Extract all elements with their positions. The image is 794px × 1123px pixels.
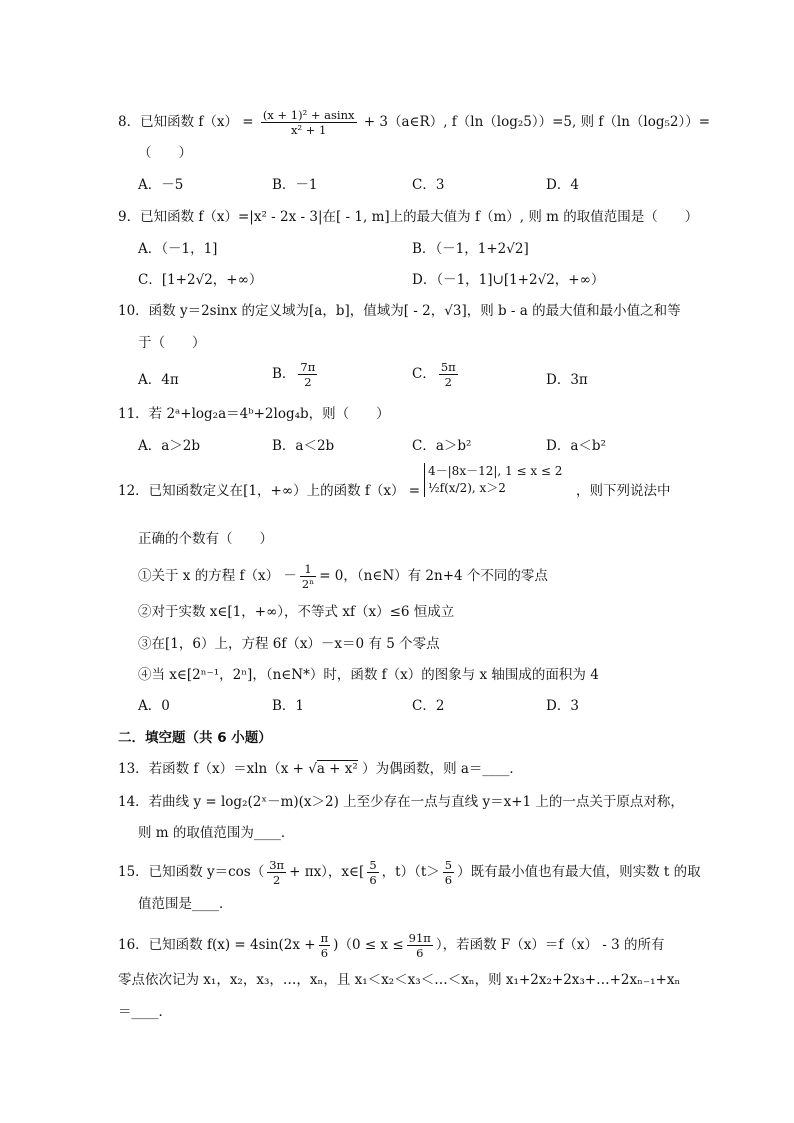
- q15-frac1-num: 3π: [269, 858, 285, 872]
- q12-s1-num: 1: [300, 562, 316, 577]
- q12-statement-2: ②对于实数 x∈[1，+∞），不等式 xf（x）≤6 恒成立: [138, 604, 455, 620]
- q15-frac1: [267, 858, 286, 887]
- q10-option-c: [412, 360, 461, 389]
- q15-mid: + πx），x∈[: [289, 864, 365, 880]
- q12-option-a: A．0: [138, 698, 170, 714]
- q8-option-b: B．－1: [272, 177, 318, 193]
- q15-line2: 值范围是____．: [138, 896, 233, 912]
- q10-option-b-num: 7π: [300, 360, 316, 374]
- q9-option-c: C．[1+2√2，+∞）: [138, 272, 263, 288]
- q12-option-d: D．3: [546, 698, 579, 714]
- q16-frac2: [407, 931, 433, 960]
- q10-option-c-den: 2: [444, 375, 452, 389]
- q13-sqrt: √a + x²: [308, 761, 358, 777]
- q12-suffix: ，则下列说法中: [576, 483, 671, 499]
- q16-frac2-num: 91π: [408, 931, 431, 945]
- q12-piece1: 4－|8x－12|, 1 ≤ x ≤ 2: [428, 464, 563, 478]
- q12-statement-1: [138, 562, 548, 591]
- q12-s1-prefix: ①关于 x 的方程 f（x） －: [138, 568, 297, 584]
- q12-s1-den: 2ⁿ: [301, 577, 315, 591]
- q10-option-c-label: C．: [412, 366, 436, 382]
- q12-statement-4: ④当 x∈[2ⁿ⁻¹，2ⁿ]，（n∈N*）时，函数 f（x）的图象与 x 轴围成的面积为 4: [138, 667, 599, 683]
- q11-option-c: C．a＞b²: [412, 438, 472, 454]
- q10-option-c-num: 5π: [440, 360, 456, 374]
- q10-option-b: [272, 360, 320, 389]
- q11-text: 11．若 2ᵃ+log₂a＝4ᵇ+2log₄b，则（ ）: [118, 406, 390, 422]
- q11-option-a: A．a＞2b: [138, 438, 201, 454]
- q8-paren: （ ）: [138, 145, 192, 161]
- q14-line2: 则 m 的取值范围为____．: [138, 825, 295, 841]
- q15-frac2-den: 6: [369, 873, 377, 887]
- q8-option-c: C．3: [412, 177, 445, 193]
- q10-option-b-frac: [298, 360, 317, 389]
- q15-mid2: ，t）（t＞: [381, 864, 440, 880]
- q16-frac1-num: π: [320, 931, 329, 945]
- q12-piecewise: [424, 463, 562, 497]
- q9-option-d: D．（－1，1]∪[1+2√2，+∞）: [412, 272, 605, 288]
- q15-suffix: ）既有最小值也有最大值，则实数 t 的取: [457, 864, 701, 880]
- q15-frac3-den: 6: [444, 873, 453, 887]
- q15-frac1-den: 2: [272, 873, 281, 887]
- q15-prefix: 15．已知函数 y＝cos（: [118, 864, 265, 880]
- q8-fraction: [261, 108, 357, 137]
- q16-line1: [118, 931, 665, 960]
- q13-suffix: ）为偶函数，则 a＝____．: [362, 761, 523, 777]
- q10-line1: 10．函数 y＝2sinx 的定义域为[a，b]，值域为[ - 2，√3]，则 b - a 的最大值和最小值之和等: [118, 303, 681, 319]
- q12-option-c: C．2: [412, 698, 445, 714]
- q8-line1: [118, 108, 710, 137]
- q10-line2: 于（ ）: [138, 335, 206, 351]
- q13-prefix: 13．若函数 f（x）＝xln（x +: [118, 761, 304, 777]
- q8-frac-num: (x + 1)² + asinx: [262, 108, 355, 122]
- q13-radicand: a + x²: [316, 761, 358, 777]
- q10-option-c-frac: [439, 360, 458, 389]
- q8-prefix: 8．已知函数 f（x） =: [118, 114, 254, 130]
- q11-option-b: B．a＜2b: [272, 438, 335, 454]
- q9-option-a: A．（－1，1]: [138, 241, 218, 257]
- section-title-fill-blank: 二．填空题（共 6 小题）: [118, 730, 272, 746]
- q11-option-d: D．a＜b²: [546, 438, 606, 454]
- q12-statement-3: ③在[1，6）上，方程 6f（x）－x＝0 有 5 个零点: [138, 636, 440, 652]
- q15-frac3-num: 5: [444, 858, 453, 872]
- q15-line1: [118, 858, 701, 887]
- q8-option-a: A．－5: [138, 177, 184, 193]
- q12-piece2: ½f(x/2), x＞2: [428, 481, 506, 495]
- q9-text: 9．已知函数 f（x）=|x² - 2x - 3|在[ - 1, m]上的最大值为 f（m）, 则 m 的取值范围是（ ）: [118, 209, 699, 225]
- q9-option-b: B．（－1，1+2√2]: [412, 241, 529, 257]
- q14-line1: 14．若曲线 y = log₂(2ˣ－m)(x＞2) 上至少存在一点与直线 y＝x+1 上的一点关于原点对称，: [118, 794, 684, 810]
- q12-s1-frac: [300, 562, 316, 591]
- q8-option-d: D．4: [546, 177, 579, 193]
- q10-option-d: D．3π: [546, 372, 588, 388]
- q16-frac1: [319, 931, 331, 960]
- q16-mid: )（0 ≤ x ≤: [333, 937, 404, 953]
- q16-suffix: ），若函数 F（x）＝f（x） - 3 的所有: [435, 937, 665, 953]
- q16-prefix: 16．已知函数 f(x) = 4sin(2x +: [118, 937, 316, 953]
- q16-line3: ＝____．: [118, 1004, 172, 1020]
- q8-frac-den: x² + 1: [291, 123, 327, 137]
- q13-text: [118, 760, 523, 778]
- q12-prefix: 12．已知函数定义在[1，+∞）上的函数 f（x） =: [118, 483, 421, 499]
- q8-suffix: + 3（a∈R）, f（ln（log₂5））=5, 则 f（ln（log₅2））=: [363, 114, 711, 130]
- q10-option-b-den: 2: [304, 375, 312, 389]
- q10-option-a: A．4π: [138, 372, 179, 388]
- q15-frac2-num: 5: [369, 858, 377, 872]
- q16-frac1-den: 6: [320, 946, 329, 960]
- q15-frac3: [443, 858, 454, 887]
- q10-option-b-label: B．: [272, 366, 296, 382]
- q16-line2: 零点依次记为 x₁，x₂，x₃，…，xₙ，且 x₁＜x₂＜x₃＜…＜xₙ，则 x₁+2x₂+2x₃+…+2xₙ₋₁+xₙ: [118, 972, 681, 988]
- q12-line2: 正确的个数有（ ）: [138, 531, 273, 547]
- q12-option-b: B．1: [272, 698, 305, 714]
- q12-s1-suffix: = 0，（n∈N）有 2n+4 个不同的零点: [319, 568, 548, 584]
- q16-frac2-den: 6: [416, 946, 424, 960]
- q15-frac2: [367, 858, 378, 887]
